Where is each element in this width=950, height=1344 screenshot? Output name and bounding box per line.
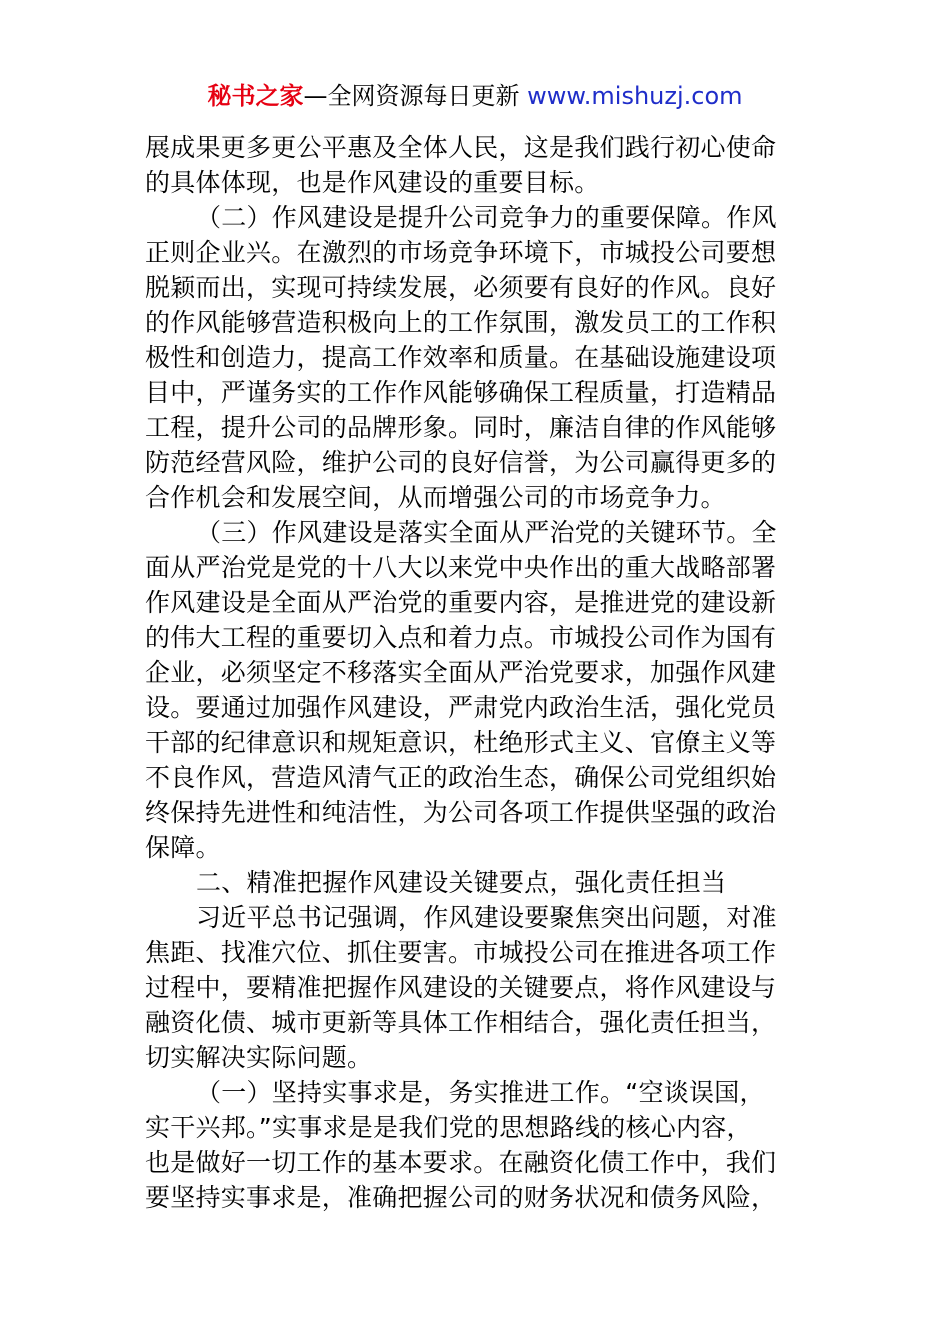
document-body — [145, 130, 805, 1215]
text-line: 切实解决实际问题。 — [145, 1043, 373, 1072]
page-header — [0, 80, 950, 112]
text-line: 过程中，要精准把握作风建设的关键要点，将作风建设与 — [145, 973, 777, 1002]
text-line: 保障。 — [145, 833, 221, 862]
text-line: 极性和创造力，提高工作效率和质量。在基础设施建设项 — [145, 343, 777, 372]
site-url-link[interactable]: www.mishuzj.com — [527, 82, 743, 110]
text-line: 不良作风，营造风清气正的政治生态，确保公司党组织始 — [145, 763, 777, 792]
text-line: 工程，提升公司的品牌形象。同时，廉洁自律的作风能够 — [145, 413, 777, 442]
text-line: 的伟大工程的重要切入点和着力点。市城投公司作为国有 — [145, 623, 777, 652]
text-line: 终保持先进性和纯洁性，为公司各项工作提供坚强的政治 — [145, 798, 777, 827]
text-line: 的具体体现，也是作风建设的重要目标。 — [145, 168, 600, 197]
text-line: 习近平总书记强调，作风建设要聚焦突出问题，对准 — [196, 903, 777, 932]
text-line: 目中，严谨务实的工作作风能够确保工程质量，打造精品 — [145, 378, 777, 407]
subsection-heading-line: （一）坚持实事求是，务实推进工作。“空谈误国， — [196, 1078, 765, 1107]
text-line: 焦距、找准穴位、抓住要害。市城投公司在推进各项工作 — [145, 938, 777, 967]
text-line: 合作机会和发展空间，从而增强公司的市场竞争力。 — [145, 483, 726, 512]
text-line: 干部的纪律意识和规矩意识，杜绝形式主义、官僚主义等 — [145, 728, 777, 757]
text-line: 实干兴邦。”实事求是是我们党的思想路线的核心内容， — [145, 1113, 752, 1142]
subsection-heading-line: （三）作风建设是落实全面从严治党的关键环节。全 — [196, 518, 777, 547]
text-line: 企业，必须坚定不移落实全面从严治党要求，加强作风建 — [145, 658, 777, 687]
text-line: 融资化债、城市更新等具体工作相结合，强化责任担当， — [145, 1008, 777, 1037]
text-line: 作风建设是全面从严治党的重要内容，是推进党的建设新 — [145, 588, 777, 617]
site-brand: 秘书之家 — [207, 82, 304, 110]
text-line: 的作风能够营造积极向上的工作氛围，激发员工的工作积 — [145, 308, 777, 337]
text-line: 也是做好一切工作的基本要求。在融资化债工作中，我们 — [145, 1148, 777, 1177]
text-line: 面从严治党是党的十八大以来党中央作出的重大战略部署 — [145, 553, 777, 582]
text-line: 防范经营风险，维护公司的良好信誉，为公司赢得更多的 — [145, 448, 777, 477]
site-tagline: —全网资源每日更新 — [303, 82, 520, 110]
text-line: 要坚持实事求是，准确把握公司的财务状况和债务风险， — [145, 1183, 777, 1212]
text-line: 设。要通过加强作风建设，严肃党内政治生活，强化党员 — [145, 693, 777, 722]
subsection-heading-line: （二）作风建设是提升公司竞争力的重要保障。作风 — [196, 203, 777, 232]
text-line: 展成果更多更公平惠及全体人民，这是我们践行初心使命 — [145, 133, 777, 162]
text-line: 正则企业兴。在激烈的市场竞争环境下，市城投公司要想 — [145, 238, 777, 267]
section-heading: 二、精准把握作风建设关键要点，强化责任担当 — [196, 868, 727, 897]
text-line: 脱颖而出，实现可持续发展，必须要有良好的作风。良好 — [145, 273, 777, 302]
